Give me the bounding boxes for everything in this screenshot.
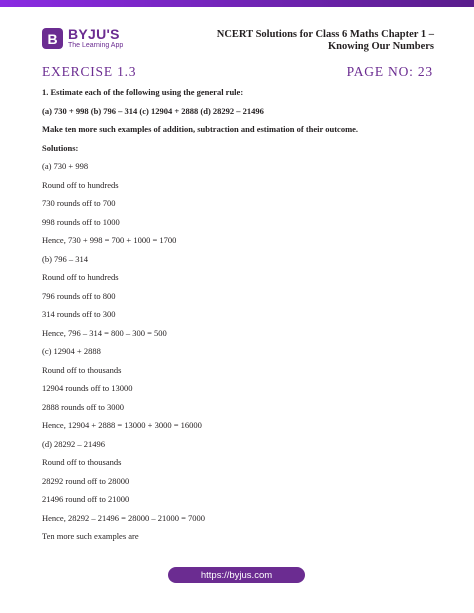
solution-line: Round off to thousands — [42, 457, 122, 467]
exercise-heading: EXERCISE 1.3 — [42, 64, 137, 79]
solution-content — [42, 84, 442, 547]
solution-line: 21496 round off to 21000 — [42, 494, 130, 504]
logo-tagline: The Learning App — [68, 42, 124, 49]
solution-line: 730 rounds off to 700 — [42, 198, 116, 208]
solution-line: Hence, 730 + 998 = 700 + 1000 = 1700 — [42, 235, 177, 245]
document-title — [194, 29, 434, 53]
solution-line: Hence, 12904 + 2888 = 13000 + 3000 = 16000 — [42, 420, 202, 430]
solutions-label: Solutions: — [42, 142, 79, 153]
solution-line: Hence, 28292 – 21496 = 28000 – 21000 = 7000 — [42, 512, 206, 523]
question-line-2: (a) 730 + 998 (b) 796 – 314 (c) 12904 + 2888 (d) 28292 – 21496 — [42, 105, 264, 116]
question-line-1: 1. Estimate each of the following using the general rule: — [42, 87, 244, 97]
solution-line: 28292 round off to 28000 — [42, 475, 130, 486]
solution-line: (d) 28292 – 21496 — [42, 438, 106, 449]
footer-link-button[interactable] — [168, 567, 305, 583]
document-title-line-2: Knowing Our Numbers — [328, 41, 434, 52]
question-line-3: Make ten more such examples of addition, subtraction and estimation of their outcome. — [42, 124, 359, 134]
solution-line: (a) 730 + 998 — [42, 161, 89, 171]
solution-line: (b) 796 – 314 — [42, 253, 89, 264]
page-number: PAGE NO: 23 — [346, 64, 433, 79]
solution-line: 2888 rounds off to 3000 — [42, 401, 125, 412]
solution-line: Round off to hundreds — [42, 272, 119, 282]
logo-name: BYJU'S — [68, 26, 120, 42]
logo-text — [68, 27, 123, 50]
solution-line: Hence, 796 – 314 = 800 – 300 = 500 — [42, 327, 167, 338]
solution-line: Ten more such examples are — [42, 531, 139, 541]
solution-line: 314 rounds off to 300 — [42, 309, 116, 319]
byjus-logo[interactable] — [42, 27, 123, 50]
footer-url: https://byjus.com — [200, 569, 273, 581]
document-title-line-1: NCERT Solutions for Class 6 Maths Chapter 1 – — [216, 29, 434, 40]
logo-badge-icon: B — [42, 28, 63, 49]
top-accent-bar — [0, 0, 474, 7]
solution-line: Round off to hundreds — [42, 179, 119, 190]
solution-line: (c) 12904 + 2888 — [42, 346, 101, 356]
solution-line: 998 rounds off to 1000 — [42, 216, 120, 227]
solution-line: 796 rounds off to 800 — [42, 290, 116, 301]
solution-line: Round off to thousands — [42, 364, 122, 375]
solution-line: 12904 rounds off to 13000 — [42, 383, 133, 393]
